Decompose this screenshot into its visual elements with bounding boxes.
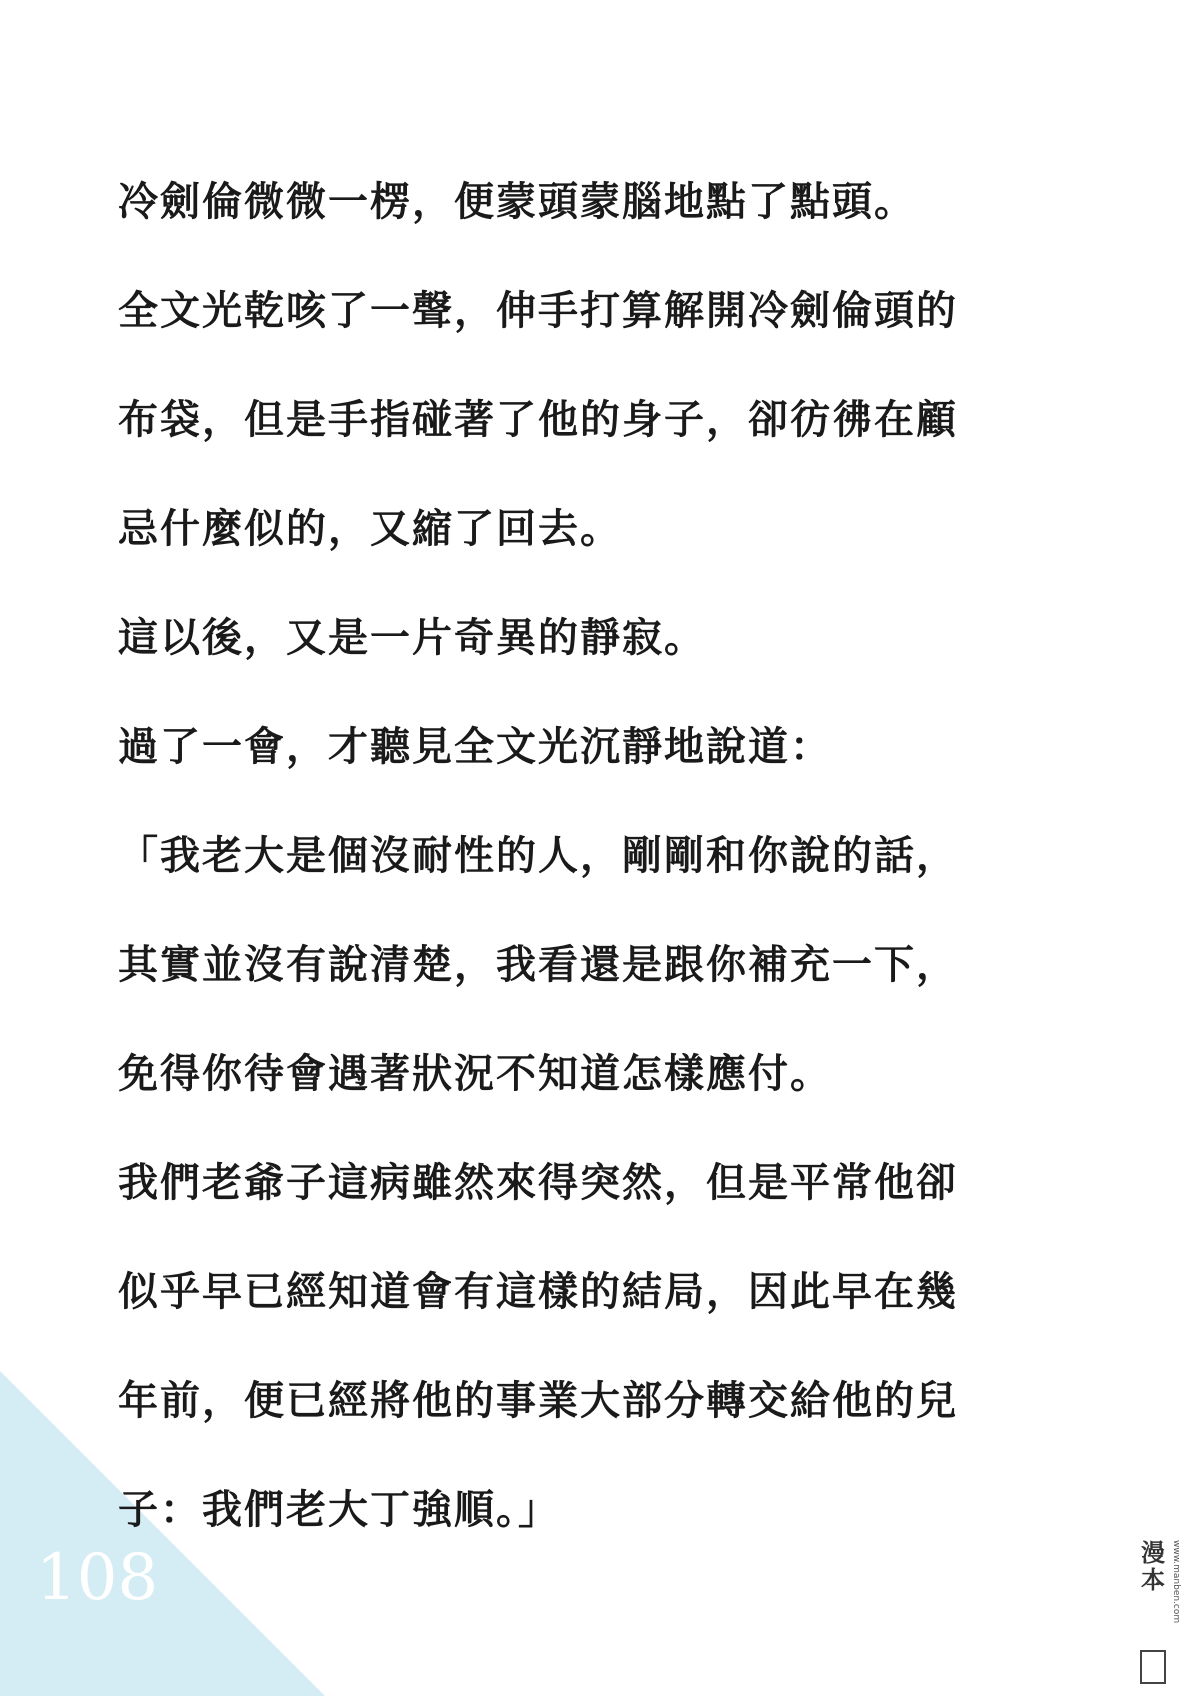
text-line: 其實並沒有說清楚，我看還是跟你補充一下， — [118, 942, 958, 988]
text-line: 年前，便已經將他的事業大部分轉交給他的兒 — [118, 1378, 958, 1424]
text-line: 冷劍倫微微一楞，便蒙頭蒙腦地點了點頭。 — [118, 179, 916, 225]
watermark-logo — [1140, 1540, 1182, 1690]
text-line: 我們老爺子這病雖然來得突然，但是平常他卻 — [118, 1160, 958, 1206]
text-line: 似乎早已經知道會有這樣的結局，因此早在幾 — [118, 1269, 958, 1315]
watermark-url: www.manben.com — [1171, 1540, 1181, 1624]
text-line: 這以後，又是一片奇異的靜寂。 — [118, 615, 706, 661]
text-line: 全文光乾咳了一聲，伸手打算解開冷劍倫頭的 — [118, 288, 958, 334]
text-line: 過了一會，才聽見全文光沉靜地說道： — [118, 724, 832, 770]
text-line: 布袋，但是手指碰著了他的身子，卻彷彿在顧 — [118, 397, 958, 443]
text-line: 忌什麼似的，又縮了回去。 — [118, 506, 622, 552]
text-line: 「我老大是個沒耐性的人，剛剛和你說的話， — [118, 833, 958, 879]
watermark-box — [1140, 1650, 1166, 1684]
page-number: 108 — [36, 1541, 159, 1615]
watermark-text: 漫 本 — [1141, 1539, 1165, 1594]
text-line: 免得你待會遇著狀況不知道怎樣應付。 — [118, 1051, 832, 1097]
text-line: 子：我們老大丁強順。」 — [118, 1487, 560, 1533]
